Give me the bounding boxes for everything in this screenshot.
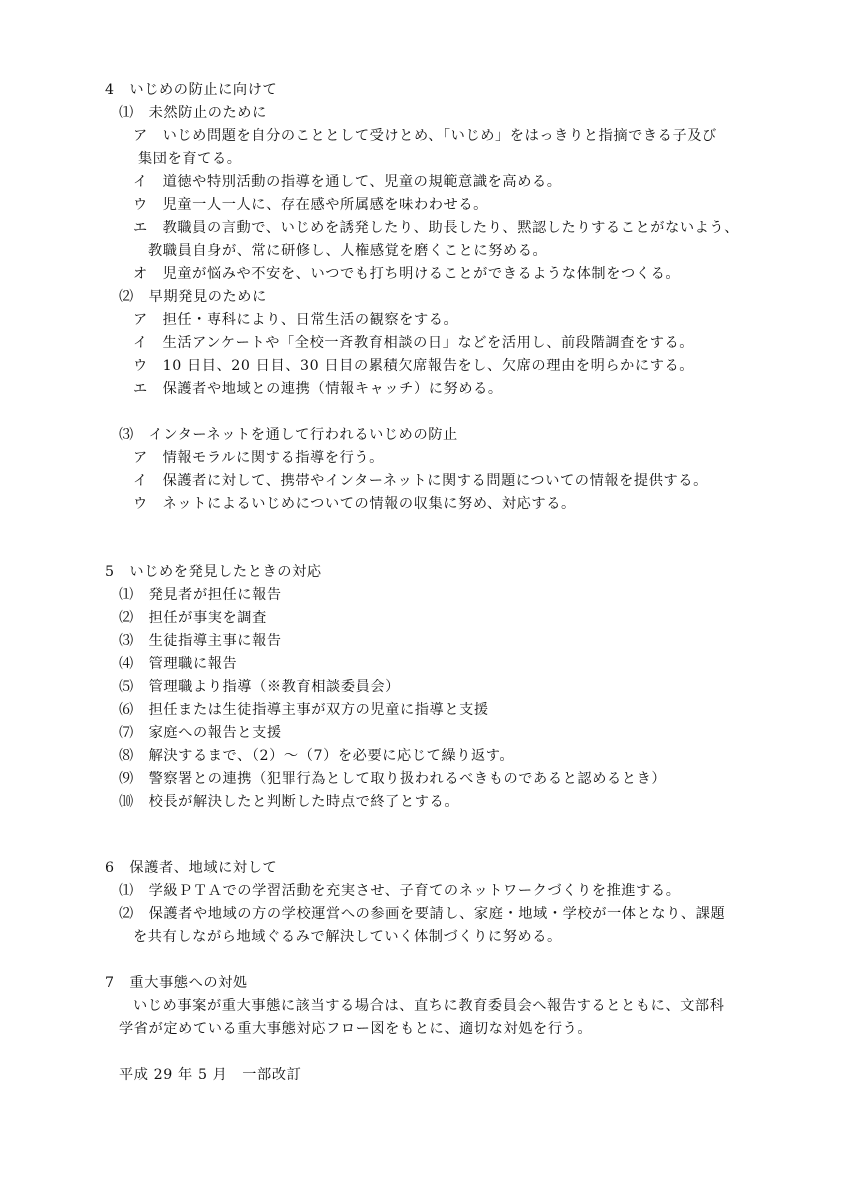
section-4-heading: 4 いじめの防止に向けて bbox=[105, 82, 278, 98]
list-item: ア いじめ問題を自分のこととして受けとめ、「いじめ」をはっきりと指摘できる子及び bbox=[133, 128, 717, 144]
section-4-3-heading: ⑶ インターネットを通して行われるいじめの防止 bbox=[119, 427, 458, 443]
list-item: エ 保護者や地域との連携（情報キャッチ）に努める。 bbox=[133, 381, 503, 397]
list-item: ⑵ 担任が事実を調査 bbox=[119, 610, 267, 626]
list-item: ⑸ 管理職より指導（※教育相談委員会） bbox=[119, 679, 400, 695]
section-7-heading: 7 重大事態への対処 bbox=[105, 975, 248, 991]
section-4-2-heading: ⑵ 早期発見のために bbox=[119, 289, 267, 305]
list-item: ⑹ 担任または生徒指導主事が双方の児童に指導と支援 bbox=[119, 702, 489, 718]
section-6-heading: 6 保護者、地域に対して bbox=[105, 860, 278, 876]
revision-note: 平成 29 年 5 月 一部改訂 bbox=[119, 1067, 302, 1083]
list-item: ⑴ 発見者が担任に報告 bbox=[119, 587, 282, 603]
list-item: ⑻ 解決するまで、（2）～（7）を必要に応じて繰り返す。 bbox=[119, 748, 515, 764]
body-paragraph-line: いじめ事案が重大事態に該当する場合は、直ちに教育委員会へ報告するとともに、文部科 bbox=[133, 998, 725, 1014]
list-item: ⑽ 校長が解決したと判断した時点で終了とする。 bbox=[119, 794, 460, 810]
list-item: オ 児童が悩みや不安を、いつでも打ち明けることができるような体制をつくる。 bbox=[133, 266, 681, 282]
list-item: ⑶ 生徒指導主事に報告 bbox=[119, 633, 282, 649]
list-item: ⑺ 家庭への報告と支援 bbox=[119, 725, 282, 741]
list-item: ア 担任・専科により、日常生活の観察をする。 bbox=[133, 312, 459, 328]
list-item-continuation: 教職員自身が、常に研修し、人権感覚を磨くことに努める。 bbox=[148, 243, 548, 259]
list-item: ⑵ 保護者や地域の方の学校運営への参画を要請し、家庭・地域・学校が一体となり、課題 bbox=[119, 906, 726, 922]
list-item-continuation: を共有しながら地域ぐるみで解決していく体制づくりに努める。 bbox=[133, 929, 562, 945]
list-item: イ 道徳や特別活動の指導を通して、児童の規範意識を高める。 bbox=[133, 174, 562, 190]
list-item: ウ ネットによるいじめについての情報の収集に努め、対応する。 bbox=[133, 496, 576, 512]
list-item: イ 保護者に対して、携帯やインターネットに関する問題についての情報を提供する。 bbox=[133, 473, 708, 489]
section-5-heading: 5 いじめを発見したときの対応 bbox=[105, 564, 322, 580]
list-item: ⑴ 学級ＰＴＡでの学習活動を充実させ、子育てのネットワークづくりを推進する。 bbox=[119, 883, 681, 899]
list-item: ウ 10 日目、20 日目、30 日目の累積欠席報告をし、欠席の理由を明らかにする。 bbox=[133, 358, 695, 374]
list-item: ⑼ 警察署との連携（犯罪行為として取り扱われるべきものであると認めるとき） bbox=[119, 771, 667, 787]
list-item: ウ 児童一人一人に、存在感や所属感を味わわせる。 bbox=[133, 197, 488, 213]
list-item: イ 生活アンケートや「全校一斉教育相談の日」などを活用し、前段階調査をする。 bbox=[133, 335, 695, 351]
list-item-continuation: 集団を育てる。 bbox=[138, 151, 242, 167]
list-item: ⑷ 管理職に報告 bbox=[119, 656, 238, 672]
section-4-1-heading: ⑴ 未然防止のために bbox=[119, 105, 267, 121]
list-item: ア 情報モラルに関する指導を行う。 bbox=[133, 450, 384, 466]
body-paragraph-line: 学省が定めている重大事態対応フロー図をもとに、適切な対処を行う。 bbox=[119, 1021, 593, 1037]
list-item: エ 教職員の言動で、いじめを誘発したり、助長したり、黙認したりすることがないよう、 bbox=[133, 220, 740, 236]
